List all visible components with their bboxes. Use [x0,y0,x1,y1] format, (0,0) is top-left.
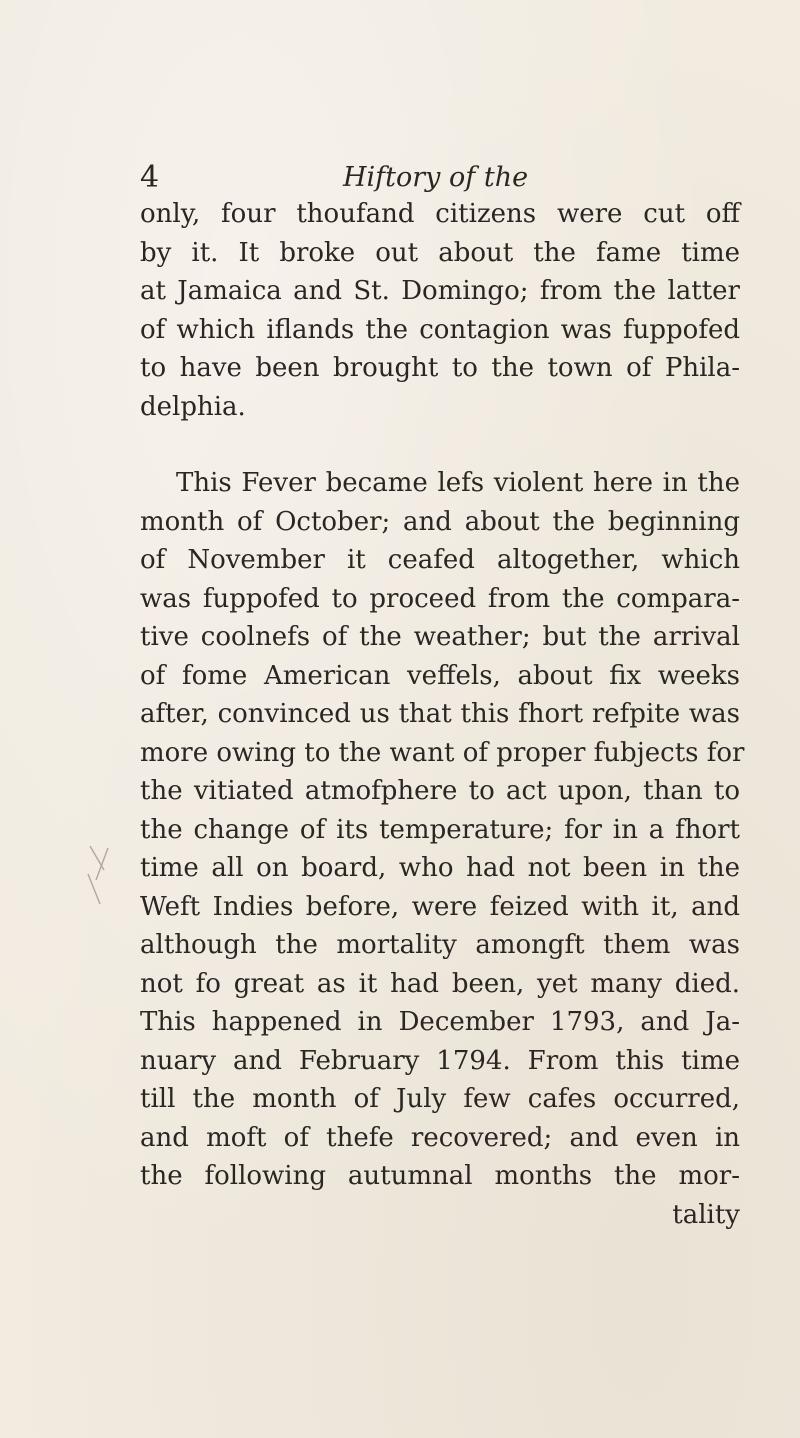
text-line: the change of its temperature; for in a fhort [140,814,740,845]
text-line: the vitiated atmofphere to act upon, than to [140,776,740,806]
text-line: till the month of July few cafes occurred, [140,1084,740,1114]
paragraph-gap [140,426,740,464]
margin-mark-icon [82,840,122,910]
text-line: although the mortality amongft them was [140,930,740,960]
text-line: to have been brought to the town of Phila- [140,353,740,383]
text-line: Weft Indies before, were feized with it, and [140,891,740,922]
text-line: was fuppofed to proceed from the compara- [140,583,740,614]
text-line: of November it ceafed altogether, which [140,545,740,575]
text-line: more owing to the want of proper fubjects for [140,737,745,768]
text-line: This Fever became lefs violent here in the [176,468,740,498]
body-text [140,195,745,1234]
text-line: and moft of thefe recovered; and even in [140,1122,740,1153]
text-line: not fo great as it had been, yet many died. [140,968,740,999]
catchword: tality [672,1199,740,1230]
text-line: of fome American veffels, about fix weeks [140,660,740,691]
running-title: Hiftory of the [343,162,529,193]
text-line: This happened in December 1793, and Ja- [140,1007,740,1037]
text-line: of which iflands the contagion was fuppofed [140,314,740,345]
text-line: at Jamaica and St. Domingo; from the latter [140,276,740,306]
text-line: by it. It broke out about the fame time [140,237,740,268]
text-line: only, four thoufand citizens were cut off [140,199,740,229]
paragraph-1 [140,195,740,426]
text-line: after, convinced us that this fhort refpite was [140,699,740,729]
text-line: delphia. [140,391,246,422]
text-line: tive coolnefs of the weather; but the arrival [140,622,740,652]
text-line: nuary and February 1794. From this time [140,1045,740,1076]
paragraph-2 [140,464,745,1234]
page-number: 4 [140,160,160,195]
text-line: the following autumnal months the mor- [140,1161,740,1191]
text-line: time all on board, who had not been in the [140,853,740,883]
running-header [0,158,800,198]
text-line: month of October; and about the beginning [140,506,740,537]
